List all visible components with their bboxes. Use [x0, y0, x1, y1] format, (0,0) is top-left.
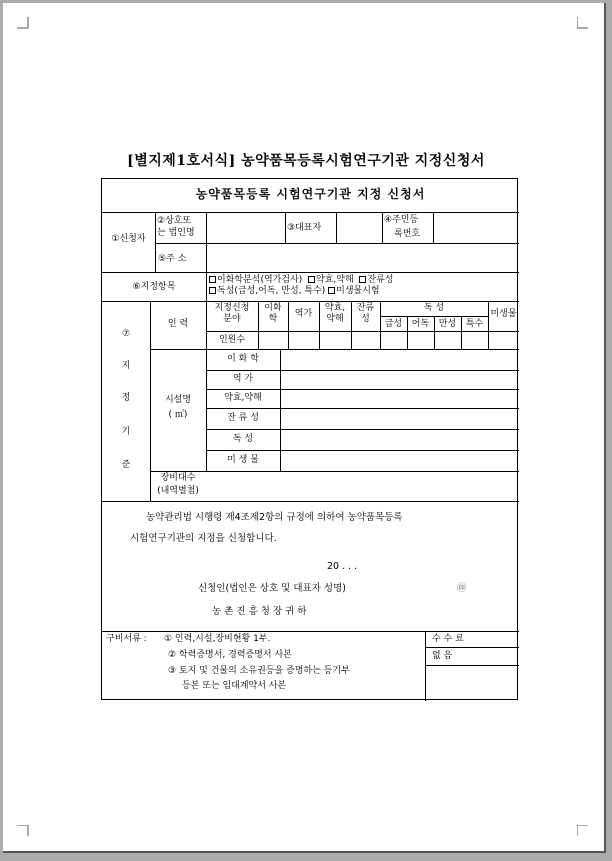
col-physchem-1: 이화: [264, 303, 282, 313]
crop-mark-top-right: [577, 17, 589, 29]
personnel-label: 인 력: [167, 319, 189, 329]
col-efficacy-1: 약효,: [324, 303, 346, 313]
checkbox-physchem[interactable]: [209, 276, 216, 283]
statement-date: 20 . . .: [327, 561, 358, 572]
facility-row-residue: 잔 류 성: [227, 413, 259, 423]
facility-unit: ( ㎡): [168, 410, 188, 420]
col-toxicity: 독 성: [423, 303, 445, 313]
crop-mark-bottom-right: [577, 825, 589, 837]
col-special: 특수: [465, 319, 484, 329]
applicant-signature: 신청인(법인은 상호 및 대표자 성명): [198, 583, 346, 594]
facility-row-efficacy: 약효,약해: [224, 393, 262, 403]
equipment-label-1: 장비대수: [160, 473, 196, 483]
statement-line1: 농약관리법 시행령 제4조제2항의 규정에 의하여 농약품목등록: [146, 512, 403, 523]
representative-label: ③대표자: [287, 223, 322, 233]
attachment-item-3b: 등본 또는 임대계약서 사본: [182, 681, 287, 691]
attachment-item-3a: ③ 토지 및 건물의 소유권등을 증명하는 등기부: [168, 666, 350, 676]
addressee: 농 촌 진 흥 청 장 귀 하: [212, 606, 307, 617]
fee-value: 없 음: [432, 651, 453, 661]
field-label-1: 지정신청: [214, 303, 250, 313]
attachment-item-1: ① 인력,시설,장비현황 1부.: [164, 634, 271, 644]
attachment-item-2: ② 학력증명서, 경력증명서 사본: [168, 650, 292, 660]
facility-row-titer: 역 가: [232, 374, 254, 384]
seal-mark: ㊞: [457, 583, 467, 594]
fee-label: 수 수 료: [432, 634, 464, 644]
col-efficacy-2: 약해: [326, 314, 344, 324]
col-chronic: 만성: [438, 319, 457, 329]
criteria-char-1: 지: [121, 361, 131, 371]
headcount-label: 인원수: [218, 335, 246, 345]
checkbox-microbe[interactable]: [328, 287, 335, 294]
document-title: [별지제1호서식] 농약품목등록시험연구기관 지정신청서: [127, 153, 485, 169]
checkbox-efficacy[interactable]: [308, 276, 315, 283]
col-residue-1: 잔류: [356, 303, 375, 313]
designation-line1: 이화학분석(역가검사) 약효,약해 잔류성: [209, 275, 393, 285]
rrn-label-1: ④주민등: [384, 215, 419, 225]
col-fish: 어독: [411, 319, 430, 329]
col-physchem-2: 학: [268, 314, 278, 324]
company-label-1: ②상호또: [157, 216, 192, 226]
criteria-char-4: 준: [121, 460, 131, 470]
facility-row-toxicity: 독 성: [232, 434, 254, 444]
col-microbe: 미생물: [490, 309, 517, 319]
criteria-char-2: 정: [121, 393, 131, 403]
applicant-label: ①신청자: [111, 234, 146, 244]
checkbox-toxicity[interactable]: [209, 287, 216, 294]
designation-label: ⑥지정항목: [132, 282, 176, 292]
criteria-number: ⑦: [121, 329, 131, 339]
col-titer: 역가: [294, 309, 313, 319]
col-residue-2: 성: [361, 314, 370, 324]
col-acute: 급성: [384, 319, 403, 329]
address-label: ⑤주 소: [158, 254, 187, 264]
crop-mark-top-left: [17, 17, 29, 29]
field-label-2: 분야: [223, 314, 241, 324]
designation-line2: 독성(급성,어독, 만성, 특수) 미생물시험: [209, 286, 380, 296]
crop-mark-bottom-left: [17, 825, 29, 837]
facility-label: 시설명: [164, 395, 192, 405]
company-label-2: 는 법인명: [157, 228, 195, 238]
attachments-label: 구비서류 :: [106, 634, 147, 644]
equipment-label-2: (내역별첨): [157, 486, 199, 496]
application-form: [101, 178, 518, 700]
facility-row-microbe: 미 생 물: [227, 455, 259, 465]
facility-row-physchem: 이 화 학: [227, 354, 259, 364]
form-title: 농약품목등록 시험연구기관 지정 신청서: [195, 187, 426, 201]
rrn-label-2: 록번호: [394, 229, 421, 239]
checkbox-residue[interactable]: [359, 276, 366, 283]
statement-line2: 시험연구기관의 지정을 신청합니다.: [130, 533, 277, 544]
criteria-char-3: 기: [121, 427, 131, 437]
